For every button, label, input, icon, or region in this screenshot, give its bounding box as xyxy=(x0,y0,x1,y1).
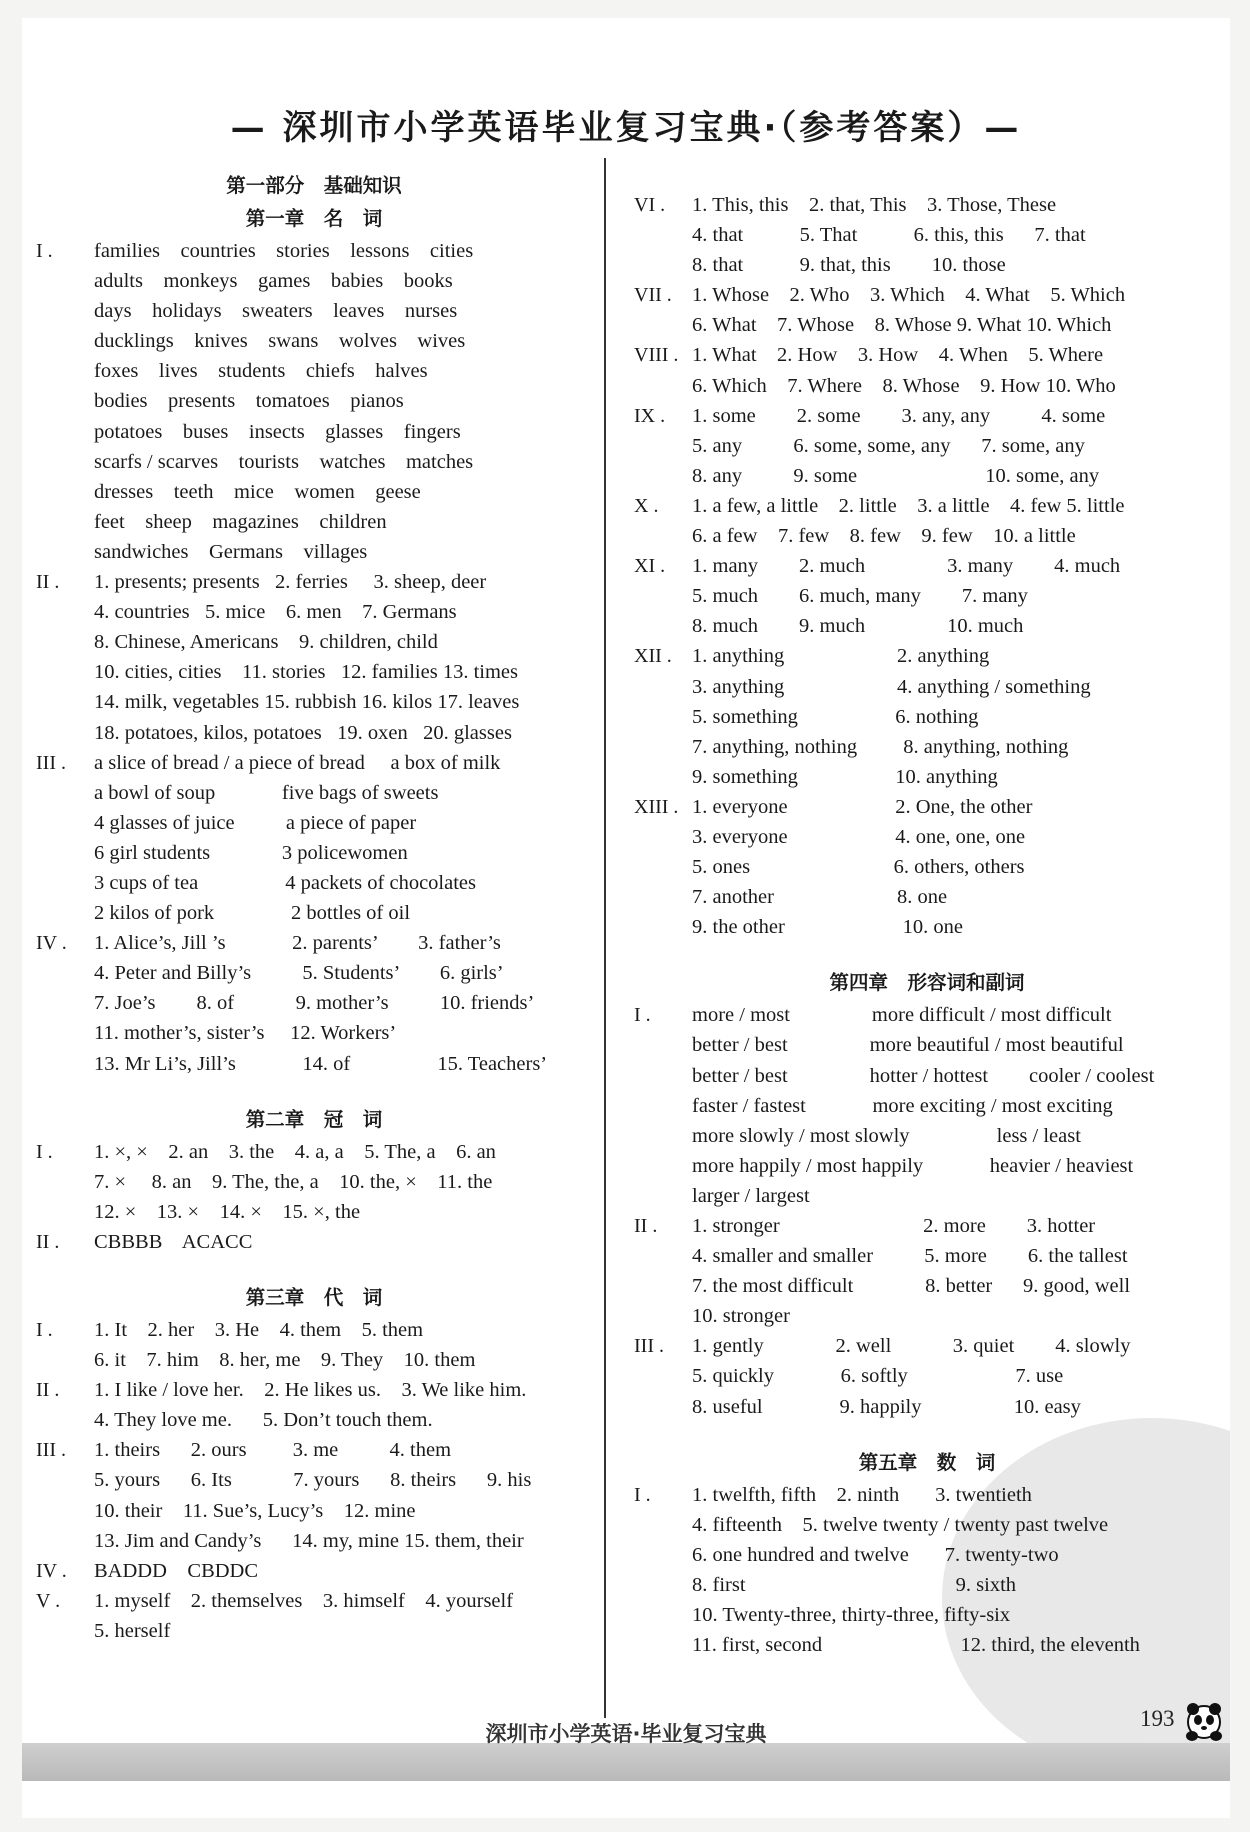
answer-line: 8. much 9. much 10. much xyxy=(692,615,1024,638)
section-body xyxy=(692,1000,1222,1211)
section-label: XI . xyxy=(634,555,666,578)
answer-line: 10. stronger xyxy=(692,1305,790,1328)
answer-line: dresses teeth mice women geese xyxy=(94,480,421,503)
answer-line: 1. Whose 2. Who 3. Which 4. What 5. Which xyxy=(692,284,1126,307)
answer-line: 4 glasses of juice a piece of paper xyxy=(94,811,417,834)
section-body xyxy=(692,491,1222,551)
answer-line: 14. milk, vegetables 15. rubbish 16. kilos 17. leaves xyxy=(94,691,520,714)
answer-line: foxes lives students chiefs halves xyxy=(94,360,428,383)
section-body xyxy=(94,928,594,1078)
spacer xyxy=(632,1422,1222,1446)
answer-page xyxy=(22,18,1230,1818)
answer-line: 8. useful 9. happily 10. easy xyxy=(692,1395,1081,1418)
answer-line: 8. Chinese, Americans 9. children, child xyxy=(94,631,438,654)
answer-line: better / best hotter / hottest cooler / coolest xyxy=(692,1064,1155,1087)
answer-line: better / best more beautiful / most beautiful xyxy=(692,1034,1124,1057)
answer-line: 1. What 2. How 3. How 4. When 5. Where xyxy=(692,344,1104,367)
answer-line: 4. fifteenth 5. twelve twenty / twenty past twelve xyxy=(692,1513,1109,1536)
answer-line: 7. × 8. an 9. The, the, a 10. the, × 11. the xyxy=(94,1170,493,1193)
answer-line: 8. first 9. sixth xyxy=(692,1573,1017,1596)
section-label: I . xyxy=(634,1004,651,1027)
answer-line: BADDD CBDDC xyxy=(94,1559,259,1582)
answer-line: 4. smaller and smaller 5. more 6. the tallest xyxy=(692,1245,1128,1268)
chapter-5-heading: 第五章 数 词 xyxy=(858,1450,996,1474)
answer-line: 7. Joe’s 8. of 9. mother’s 10. friends’ xyxy=(94,992,535,1015)
answer-line: 1. Alice’s, Jill ’s 2. parents’ 3. father’s xyxy=(94,932,501,955)
answer-line: 1. many 2. much 3. many 4. much xyxy=(692,555,1121,578)
ch5-section-1 xyxy=(632,1480,1222,1661)
answer-line: 6. Which 7. Where 8. Whose 9. How 10. Who xyxy=(692,374,1116,397)
section-label: VI . xyxy=(634,194,666,216)
page-title: — 深圳市小学英语毕业复习宝典·（参考答案）— xyxy=(230,108,1022,148)
answer-line: 1. This, this 2. that, This 3. Those, These xyxy=(692,194,1057,216)
answer-line: 1. everyone 2. One, the other xyxy=(692,795,1033,818)
ch3-section-5 xyxy=(34,1586,594,1646)
ch4-section-1 xyxy=(632,1000,1222,1211)
answer-line: 2 kilos of pork 2 bottles of oil xyxy=(94,902,411,925)
answer-line: 1. ×, × 2. an 3. the 4. a, a 5. The, a 6. an xyxy=(94,1140,496,1163)
answer-line: 5. herself xyxy=(94,1619,171,1642)
ch3-section-9 xyxy=(632,401,1222,491)
answer-line: days holidays sweaters leaves nurses xyxy=(94,300,458,323)
ch1-section-3 xyxy=(34,748,594,929)
answer-line: 1. It 2. her 3. He 4. them 5. them xyxy=(94,1319,424,1341)
section-label: IV . xyxy=(36,932,67,955)
ch3-section-12 xyxy=(632,641,1222,791)
spacer xyxy=(632,942,1222,966)
answer-line: 1. anything 2. anything xyxy=(692,645,990,668)
section-label: V . xyxy=(36,1589,61,1612)
section-body xyxy=(692,641,1222,791)
section-body xyxy=(692,792,1222,942)
answer-line: 1. a few, a little 2. little 3. a little 4. few 5. little xyxy=(692,494,1125,517)
ch3-section-3 xyxy=(34,1435,594,1555)
answer-line: ducklings knives swans wolves wives xyxy=(94,330,466,353)
section-label: I . xyxy=(36,1140,53,1163)
answer-line: 6. What 7. Whose 8. Whose 9. What 10. Which xyxy=(692,314,1112,337)
ch3-section-7 xyxy=(632,280,1222,340)
section-label: X . xyxy=(634,494,659,517)
answer-line: 1. theirs 2. ours 3. me 4. them xyxy=(94,1439,452,1462)
answer-line: more happily / most happily heavier / heaviest xyxy=(692,1154,1134,1177)
section-body xyxy=(94,1315,594,1375)
section-body xyxy=(692,190,1222,280)
section-label: XII . xyxy=(634,645,672,668)
ch2-section-2 xyxy=(34,1227,594,1257)
section-label: IX . xyxy=(634,404,666,427)
spacer xyxy=(34,1079,594,1103)
section-body xyxy=(94,1586,594,1646)
section-body xyxy=(692,1331,1222,1421)
answer-line: 6. one hundred and twelve 7. twenty-two xyxy=(692,1543,1059,1566)
section-label: III . xyxy=(634,1335,664,1358)
answer-line: feet sheep magazines children xyxy=(94,510,387,533)
answer-line: more / most more difficult / most difficult xyxy=(692,1004,1112,1027)
answer-line: 10. their 11. Sue’s, Lucy’s 12. mine xyxy=(94,1499,416,1522)
section-body xyxy=(94,1375,594,1435)
part-heading: 第一部分 基础知识 xyxy=(226,174,402,197)
answer-line: 11. first, second 12. third, the eleventh xyxy=(692,1634,1140,1657)
section-label: VII . xyxy=(634,284,672,307)
ch1-section-1 xyxy=(34,236,594,567)
section-body xyxy=(692,401,1222,491)
panda-icon xyxy=(1184,1690,1224,1742)
footer-band xyxy=(22,1743,1230,1781)
section-body xyxy=(692,1211,1222,1331)
ch3-section-6 xyxy=(632,190,1222,280)
ch3-section-1 xyxy=(34,1315,594,1375)
spacer xyxy=(34,1257,594,1281)
section-label: II . xyxy=(36,571,60,594)
right-column xyxy=(632,190,1222,1660)
footer-title: 深圳市小学英语·毕业复习宝典 xyxy=(485,1722,767,1746)
section-label: III . xyxy=(36,751,66,774)
answer-line: adults monkeys games babies books xyxy=(94,270,453,293)
answer-line: 12. × 13. × 14. × 15. ×, the xyxy=(94,1200,361,1223)
section-body xyxy=(94,1556,594,1586)
answer-line: larger / largest xyxy=(692,1184,810,1207)
answer-line: 1. stronger 2. more 3. hotter xyxy=(692,1215,1096,1237)
section-label: III . xyxy=(36,1439,66,1462)
answer-line: 10. Twenty-three, thirty-three, fifty-six xyxy=(692,1604,1011,1627)
section-body xyxy=(94,567,594,748)
section-label: I . xyxy=(36,240,53,262)
chapter-4-heading: 第四章 形容词和副词 xyxy=(829,971,1025,995)
answer-line: 9. the other 10. one xyxy=(692,916,964,939)
ch4-section-2 xyxy=(632,1211,1222,1331)
answer-line: 3. anything 4. anything / something xyxy=(692,675,1091,698)
answer-line: 13. Jim and Candy’s 14. my, mine 15. them, their xyxy=(94,1529,524,1552)
answer-line: 6 girl students 3 policewomen xyxy=(94,841,408,864)
answer-line: 3 cups of tea 4 packets of chocolates xyxy=(94,871,476,894)
answer-line: 5. any 6. some, some, any 7. some, any xyxy=(692,434,1085,457)
answer-line: 4. Peter and Billy’s 5. Students’ 6. girls’ xyxy=(94,962,504,985)
section-label: II . xyxy=(36,1379,60,1402)
ch1-section-2 xyxy=(34,567,594,748)
answer-line: 13. Mr Li’s, Jill’s 14. of 15. Teachers’ xyxy=(94,1052,548,1075)
answer-line: 7. another 8. one xyxy=(692,886,948,909)
ch3-section-8 xyxy=(632,340,1222,400)
section-label: XIII . xyxy=(634,795,679,818)
answer-line: 10. cities, cities 11. stories 12. families 13. times xyxy=(94,661,518,684)
section-body xyxy=(94,1227,594,1257)
column-divider xyxy=(604,158,606,1718)
section-body xyxy=(692,551,1222,641)
page-number: 193 xyxy=(1140,1706,1175,1731)
answer-line: 1. twelfth, fifth 2. ninth 3. twentieth xyxy=(692,1483,1032,1506)
answer-line: 7. the most difficult 8. better 9. good, well xyxy=(692,1275,1131,1298)
answer-line: sandwiches Germans villages xyxy=(94,540,368,563)
section-body xyxy=(692,1480,1222,1661)
section-label: II . xyxy=(634,1215,658,1237)
answer-line: 11. mother’s, sister’s 12. Workers’ xyxy=(94,1022,397,1045)
answer-line: 5. ones 6. others, others xyxy=(692,856,1025,879)
answer-line: CBBBB ACACC xyxy=(94,1230,253,1253)
answer-line: more slowly / most slowly less / least xyxy=(692,1124,1081,1147)
chapter-2-heading: 第二章 冠 词 xyxy=(245,1107,383,1131)
answer-line: 4. They love me. 5. Don’t touch them. xyxy=(94,1409,433,1432)
answer-line: 1. I like / love her. 2. He likes us. 3. We like him. xyxy=(94,1379,527,1402)
answer-line: 1. some 2. some 3. any, any 4. some xyxy=(692,404,1106,427)
section-label: I . xyxy=(634,1483,651,1506)
ch3-section-11 xyxy=(632,551,1222,641)
answer-line: a bowl of soup five bags of sweets xyxy=(94,781,439,804)
answer-line: 6. a few 7. few 8. few 9. few 10. a little xyxy=(692,525,1076,548)
answer-line: 18. potatoes, kilos, potatoes 19. oxen 20. glasses xyxy=(94,721,512,744)
answer-line: 5. something 6. nothing xyxy=(692,705,979,728)
answer-line: 6. it 7. him 8. her, me 9. They 10. them xyxy=(94,1349,476,1372)
answer-line: faster / fastest more exciting / most exciting xyxy=(692,1094,1113,1117)
section-body xyxy=(94,236,594,567)
ch3-section-13 xyxy=(632,792,1222,942)
section-body xyxy=(94,748,594,929)
answer-line: 8. any 9. some 10. some, any xyxy=(692,464,1100,487)
section-label: IV . xyxy=(36,1559,67,1582)
ch1-section-4 xyxy=(34,928,594,1078)
answer-line: 9. something 10. anything xyxy=(692,765,998,788)
answer-line: 4. countries 5. mice 6. men 7. Germans xyxy=(94,601,457,624)
ch3-section-4 xyxy=(34,1556,594,1586)
answer-line: 5. quickly 6. softly 7. use xyxy=(692,1365,1064,1388)
answer-line: 8. that 9. that, this 10. those xyxy=(692,254,1006,277)
answer-line: 7. anything, nothing 8. anything, nothing xyxy=(692,735,1069,758)
section-label: VIII . xyxy=(634,344,679,367)
answer-line: bodies presents tomatoes pianos xyxy=(94,390,404,413)
answer-line: 4. that 5. That 6. this, this 7. that xyxy=(692,224,1086,247)
left-column xyxy=(34,170,594,1646)
ch4-section-3 xyxy=(632,1331,1222,1421)
answer-line: a slice of bread / a piece of bread a box of milk xyxy=(94,751,501,774)
ch3-section-2 xyxy=(34,1375,594,1435)
section-label: I . xyxy=(36,1319,53,1341)
answer-line: scarfs / scarves tourists watches matches xyxy=(94,450,474,473)
section-body xyxy=(692,340,1222,400)
section-label: II . xyxy=(36,1230,60,1253)
chapter-3-heading: 第三章 代 词 xyxy=(245,1286,383,1309)
answer-line: 5. much 6. much, many 7. many xyxy=(692,585,1028,608)
answer-line: 3. everyone 4. one, one, one xyxy=(692,825,1026,848)
answer-line: 5. yours 6. Its 7. yours 8. theirs 9. his xyxy=(94,1469,532,1492)
ch2-section-1 xyxy=(34,1137,594,1227)
section-body xyxy=(94,1435,594,1555)
answer-line: 1. myself 2. themselves 3. himself 4. yourself xyxy=(94,1589,514,1612)
answer-line: families countries stories lessons cities xyxy=(94,240,474,262)
answer-line: potatoes buses insects glasses fingers xyxy=(94,420,461,443)
ch3-section-10 xyxy=(632,491,1222,551)
answer-line: 1. gently 2. well 3. quiet 4. slowly xyxy=(692,1335,1131,1358)
answer-line: 1. presents; presents 2. ferries 3. sheep, deer xyxy=(94,571,487,594)
chapter-1-heading: 第一章 名 词 xyxy=(245,207,383,230)
section-body xyxy=(692,280,1222,340)
section-body xyxy=(94,1137,594,1227)
